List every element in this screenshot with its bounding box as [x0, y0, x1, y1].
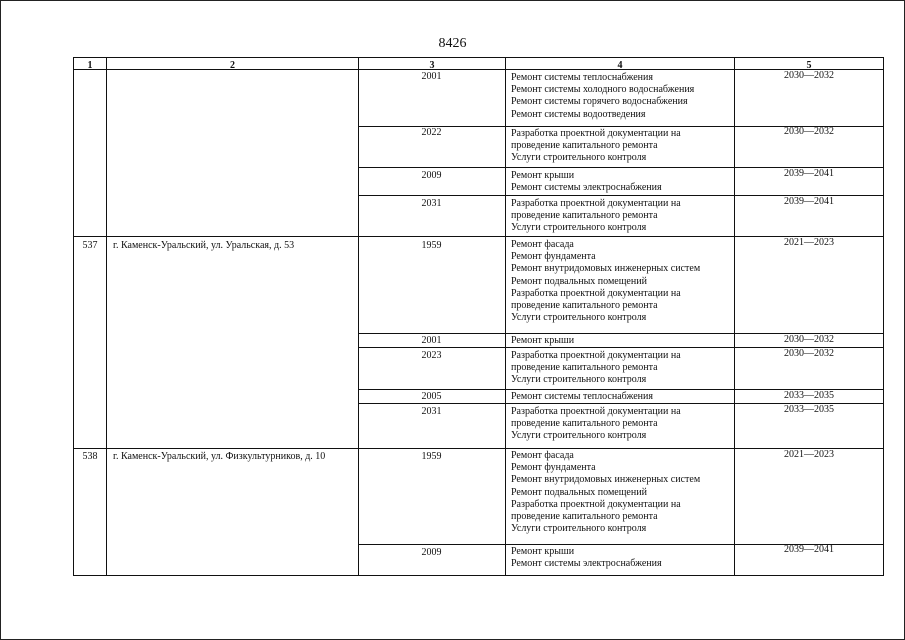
construction-year: 2001 — [421, 335, 442, 346]
row-number: 538 — [82, 451, 98, 462]
repair-period: 2039—2041 — [784, 544, 834, 555]
work-item: Ремонт подвальных помещений — [511, 275, 647, 287]
work-item: Услуги строительного контроля — [511, 374, 647, 386]
work-item: Ремонт фасада — [511, 239, 574, 250]
repair-period: 2033—2035 — [784, 390, 834, 401]
column-border — [505, 57, 506, 576]
work-item: Услуги строительного контроля — [511, 222, 647, 234]
work-item: Ремонт системы теплоснабжения — [511, 72, 653, 83]
column-header: 1 — [87, 60, 93, 71]
repair-period: 2021—2023 — [784, 237, 834, 248]
work-item: Услуги строительного контроля — [511, 523, 647, 535]
work-item: Ремонт крыши — [511, 546, 575, 557]
repair-period: 2030—2032 — [784, 126, 834, 137]
construction-year: 2009 — [421, 547, 442, 558]
works-cell — [511, 72, 694, 121]
work-item: Разработка проектной документации на — [511, 287, 681, 299]
work-item: проведение капитального ремонта — [511, 140, 658, 152]
column-header: 3 — [429, 60, 435, 71]
work-item: Услуги строительного контроля — [511, 430, 647, 442]
construction-year: 1959 — [421, 240, 442, 251]
construction-year: 1959 — [421, 451, 442, 462]
building-address: г. Каменск-Уральский, ул. Уральская, д. 53 — [113, 240, 295, 251]
table-bottom-border — [73, 575, 884, 576]
work-item: проведение капитального ремонта — [511, 362, 658, 374]
repair-period: 2021—2023 — [784, 449, 834, 460]
work-item: Разработка проектной документации на — [511, 128, 681, 139]
work-item: Разработка проектной документации на — [511, 350, 681, 361]
construction-year: 2031 — [421, 406, 442, 417]
work-item: Ремонт системы электроснабжения — [511, 558, 662, 570]
row-number: 537 — [82, 240, 98, 251]
construction-year: 2023 — [421, 350, 442, 361]
works-cell — [511, 239, 700, 324]
building-address: г. Каменск-Уральский, ул. Физкультурников, д. 10 — [113, 451, 326, 462]
column-header: 2 — [230, 60, 235, 71]
column-header: 5 — [806, 60, 812, 71]
work-item: Ремонт крыши — [511, 170, 575, 181]
work-item: проведение капитального ремонта — [511, 300, 658, 312]
column-border — [73, 57, 74, 576]
work-item: проведение капитального ремонта — [511, 418, 658, 430]
column-border — [106, 57, 107, 576]
construction-year: 2022 — [421, 127, 442, 138]
repair-period: 2030—2032 — [784, 348, 834, 359]
works-cell — [511, 335, 574, 347]
work-item: Разработка проектной документации на — [511, 198, 681, 209]
works-cell — [511, 170, 662, 194]
work-item: Ремонт системы холодного водоснабжения — [511, 84, 695, 96]
table-top-border — [73, 57, 884, 58]
work-item: Ремонт внутридомовых инженерных систем — [511, 474, 701, 486]
works-cell — [511, 198, 681, 235]
work-item: Ремонт фундамента — [511, 251, 596, 263]
works-cell — [511, 450, 700, 535]
work-item: Ремонт внутридомовых инженерных систем — [511, 263, 701, 275]
construction-year: 2031 — [421, 198, 442, 209]
repair-period: 2039—2041 — [784, 196, 834, 207]
work-item: Ремонт фасада — [511, 450, 574, 461]
repair-period: 2033—2035 — [784, 404, 834, 415]
work-item: Разработка проектной документации на — [511, 498, 681, 510]
construction-year: 2005 — [421, 391, 442, 402]
work-item: Ремонт системы горячего водоснабжения — [511, 96, 688, 108]
repair-period: 2030—2032 — [784, 334, 834, 345]
work-item: Услуги строительного контроля — [511, 312, 647, 324]
work-item: Ремонт фундамента — [511, 462, 596, 474]
work-item: Ремонт системы теплоснабжения — [511, 391, 653, 402]
work-item: Ремонт системы электроснабжения — [511, 182, 662, 194]
work-item: проведение капитального ремонта — [511, 210, 658, 222]
work-item: Ремонт крыши — [511, 335, 575, 346]
page-number: 8426 — [438, 36, 467, 51]
works-cell — [511, 128, 681, 165]
construction-year: 2009 — [421, 170, 442, 181]
work-item: Ремонт подвальных помещений — [511, 486, 647, 498]
work-item: Разработка проектной документации на — [511, 406, 681, 417]
works-cell — [511, 350, 681, 387]
construction-year: 2001 — [421, 71, 442, 82]
column-border — [883, 57, 884, 576]
works-cell — [511, 391, 653, 403]
work-item: проведение капитального ремонта — [511, 511, 658, 523]
works-cell — [511, 406, 681, 443]
work-item: Услуги строительного контроля — [511, 152, 647, 164]
repair-period: 2030—2032 — [784, 70, 834, 81]
repair-period: 2039—2041 — [784, 168, 834, 179]
column-header: 4 — [617, 60, 623, 71]
works-cell — [511, 546, 662, 570]
work-item: Ремонт системы водоотведения — [511, 108, 646, 120]
